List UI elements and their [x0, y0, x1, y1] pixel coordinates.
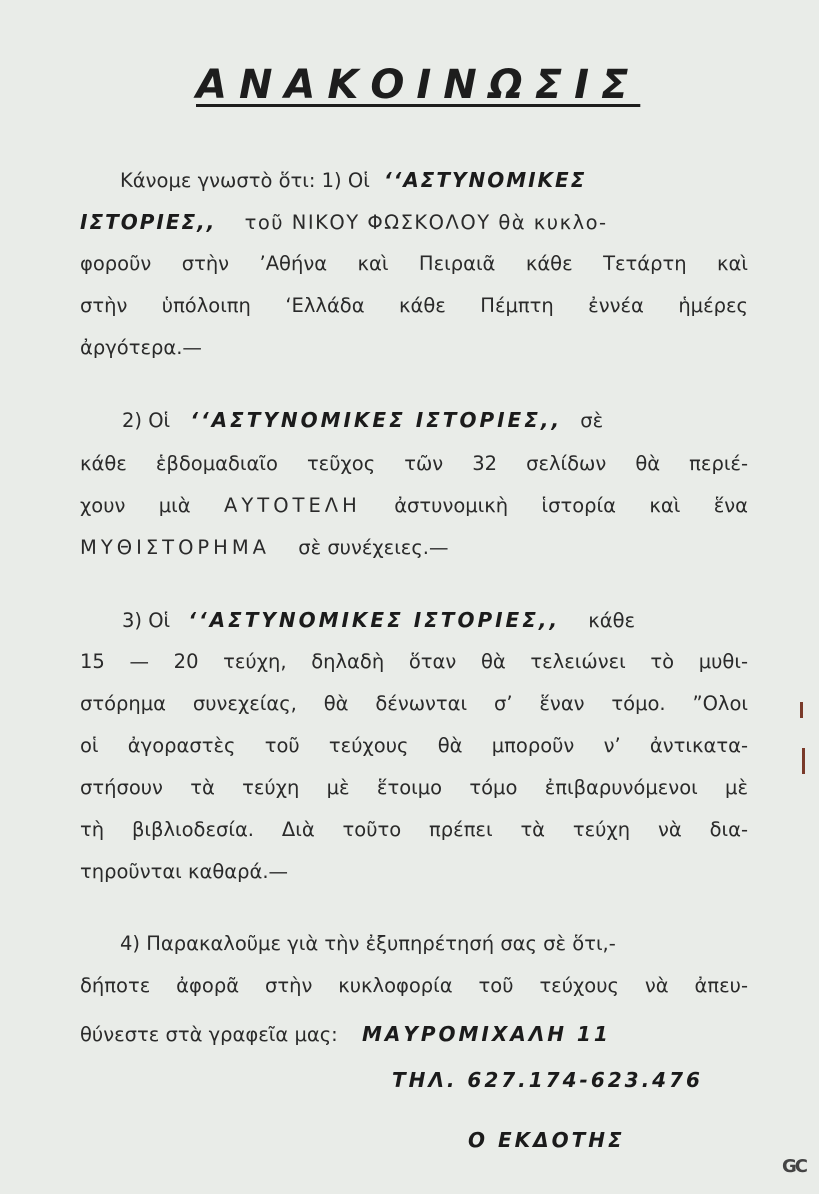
p3-line-1 — [122, 608, 635, 633]
p4-line-1: 4) Παρακαλοῦμε γιὰ τὴν ἐξυπηρέτησή σας σὲ ὅτι,- — [120, 932, 616, 955]
watermark-logo: GC — [782, 1156, 806, 1177]
p2-line-1 — [122, 408, 603, 433]
p4-office-text: θύνεστε στὰ γραφεῖα μας: — [80, 1023, 338, 1046]
page-title: ΑΝΑΚΟΙΝΩΣΙΣ — [196, 62, 641, 108]
p3-word: κάθε — [588, 609, 636, 632]
p3-line-7: τηροῦνται καθαρά.— — [80, 860, 289, 883]
p4-line-2: δήποτε ἀφορᾶ στὴν κυκλοφορία τοῦ τεύχους νὰ ἀπευ- — [80, 974, 748, 997]
p1-author: τοῦ ΝΙΚΟΥ ΦΩΣΚΟΛΟΥ θὰ κυκλο- — [244, 211, 608, 234]
p4-line-3 — [80, 1022, 611, 1047]
office-address: ΜΑΥΡΟΜΙΧΑΛΗ 11 — [361, 1022, 611, 1046]
p3-line-4: οἱ ἀγοραστὲς τοῦ τεύχους θὰ μποροῦν ν’ ἀντικατα- — [80, 734, 748, 757]
p3-line-6: τὴ βιβλιοδεσία. Διὰ τοῦτο πρέπει τὰ τεύχη νὰ δια- — [80, 818, 748, 841]
p2-novel: ΜΥΘΙΣΤΟΡΗΜΑ — [80, 536, 271, 559]
p3-number: 3) Οἱ — [122, 609, 171, 632]
p2-word: σὲ — [580, 409, 604, 432]
phone-number: ΤΗΛ. 627.174-623.476 — [392, 1068, 703, 1092]
publisher-signature: Ο ΕΚΔΟΤΗΣ — [468, 1128, 625, 1152]
p2-line-2: κάθε ἑβδομαδιαῖο τεῦχος τῶν 32 σελίδων θὰ περιέ- — [80, 452, 748, 475]
p3-line-3: στόρημα συνεχείας, θὰ δένωνται σ’ ἕναν τόμο. ”Ολοι — [80, 692, 748, 715]
p2-series-name: ‘‘ΑΣΤΥΝΟΜΙΚΕΣ ΙΣΤΟΡΙΕΣ,, — [190, 408, 563, 432]
p1-series-name-start: ‘‘ΑΣΤΥΝΟΜΙΚΕΣ — [384, 168, 587, 192]
p3-series-name: ‘‘ΑΣΤΥΝΟΜΙΚΕΣ ΙΣΤΟΡΙΕΣ,, — [188, 608, 561, 632]
p2-line-4: ΜΥΘΙΣΤΟΡΗΜΑ σὲ συνέχειες.— — [80, 536, 449, 559]
p1-line-2 — [80, 210, 748, 235]
p1-line-4: στὴν ὑπόλοιπη ‘Ελλάδα κάθε Πέμπτη ἐννέα ἡμέρες — [80, 294, 748, 317]
p2-line-3: χουν μιὰ ΑΥΤΟΤΕΛΗ ἀστυνομικὴ ἱστορία καὶ ἕνα — [80, 494, 749, 517]
p2-number: 2) Οἱ — [122, 409, 171, 432]
margin-mark — [802, 748, 805, 774]
p3-line-5: στήσουν τὰ τεύχη μὲ ἕτοιμο τόμο ἐπιβαρυνόμενοι μὲ — [80, 776, 748, 799]
p2-standalone: ΑΥΤΟΤΕΛΗ — [224, 494, 361, 517]
p3-line-2: 15 — 20 τεύχη, δηλαδὴ ὅταν θὰ τελειώνει τὸ μυθι- — [80, 650, 748, 673]
p1-intro: Κάνομε γνωστὸ ὅτι: 1) Οἱ — [120, 169, 370, 192]
p1-line-5: ἀργότερα.— — [80, 336, 202, 359]
margin-mark — [800, 702, 803, 718]
p1-series-name-end: ΙΣΤΟΡΙΕΣ,, — [80, 210, 217, 234]
p1-line-1 — [120, 168, 586, 193]
p1-line-3: φοροῦν στὴν ’Αθήνα καὶ Πειραιᾶ κάθε Τετάρτη καὶ — [80, 252, 748, 275]
